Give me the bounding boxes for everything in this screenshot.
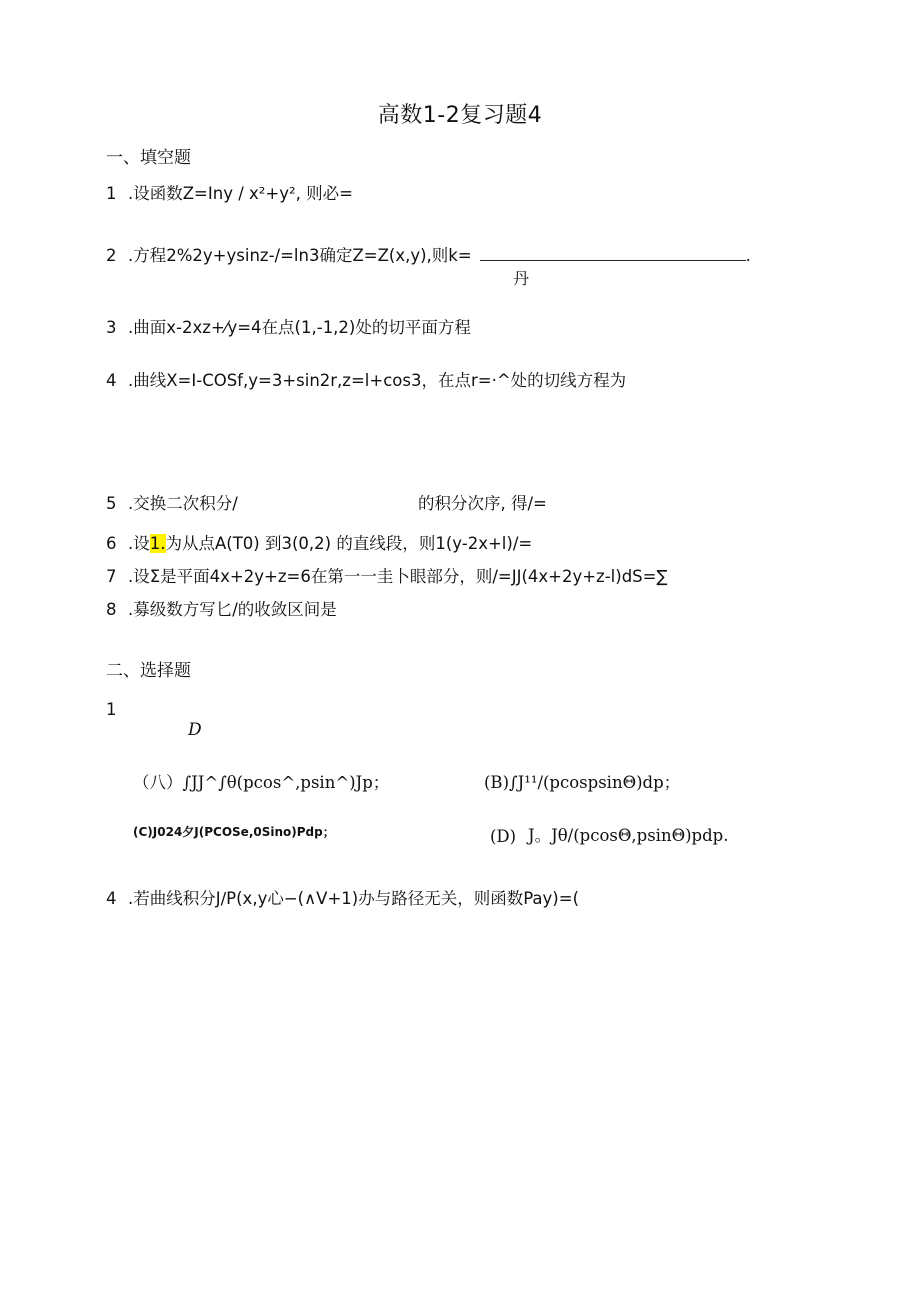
page-title: 高数1-2复习题4 <box>377 103 543 128</box>
question-text: .方程2%2y+ysinz-/=ln3确定Z=Z(x,y),则k= <box>128 246 472 265</box>
question-number: 4 <box>106 371 117 390</box>
section-heading-choice: 二、选择题 <box>106 661 191 681</box>
option-d-label: (D) <box>490 827 517 846</box>
choice-question-1-number: 1 <box>106 700 117 719</box>
question-text: .设函数Z=Iny / x²+y², 则必= <box>128 184 353 203</box>
question-number: 8 <box>106 600 117 619</box>
question-7 <box>106 563 668 587</box>
question-number: 2 <box>106 246 117 265</box>
question-3 <box>106 314 471 338</box>
option-a: （八）∫JJ^∫θ(pcos^,psin^)Jp； <box>133 773 390 792</box>
question-2-subscript: 丹 <box>513 269 530 288</box>
question-1 <box>106 180 353 204</box>
question-number: 7 <box>106 567 117 586</box>
option-d: J。Jθ/(pcosΘ,psinΘ)pdp. <box>528 826 729 845</box>
question-5-tail: 的积分次序, 得/= <box>418 494 547 513</box>
question-number: 5 <box>106 494 117 513</box>
question-end: . <box>745 246 751 265</box>
question-number: 1 <box>106 184 117 203</box>
question-text: .若曲线积分J∕P(x,y心−(∧V+1)办与路径无关，则函数Pay)=( <box>128 889 580 908</box>
question-text-pre: .设 <box>128 534 150 553</box>
option-b: (B)∫J¹¹/(pcospsinΘ)dp； <box>484 773 681 792</box>
question-text: .交换二次积分/ <box>128 494 238 513</box>
question-8 <box>106 596 337 620</box>
question-text: .曲线X=I-COSf,y=3+sin2r,z=l+cos3，在点r=·^处的切线方程为 <box>128 371 627 390</box>
choice-question-4 <box>106 885 579 909</box>
question-4 <box>106 367 626 391</box>
question-text-post: 为从点A(T0) 到3(0,2) 的直线段，则1(y-2x+l)/= <box>165 534 533 553</box>
question-text: .募级数方写匕/的收敛区间是 <box>128 600 337 619</box>
question-text: .设Σ是平面4x+2y+z=6在第一一圭卜眼部分，则/=JJ(4x+2y+z-l)dS=∑ <box>128 567 668 586</box>
section-heading-fill-in: 一、填空题 <box>106 148 191 168</box>
answer-blank-line <box>480 246 746 261</box>
question-number: 4 <box>106 889 117 908</box>
question-number: 6 <box>106 534 117 553</box>
question-number: 3 <box>106 318 117 337</box>
option-c: (C)J024夕J(PCOSe,0Sino)Pdp； <box>133 825 335 839</box>
highlighted-text: 1. <box>149 534 166 553</box>
choice-question-1-region: D <box>188 720 202 740</box>
question-text: .曲面x-2xz+⁄y=4在点(1,-1,2)处的切平面方程 <box>128 318 471 337</box>
question-6 <box>106 530 532 554</box>
question-2 <box>106 242 751 266</box>
question-5 <box>106 490 238 514</box>
